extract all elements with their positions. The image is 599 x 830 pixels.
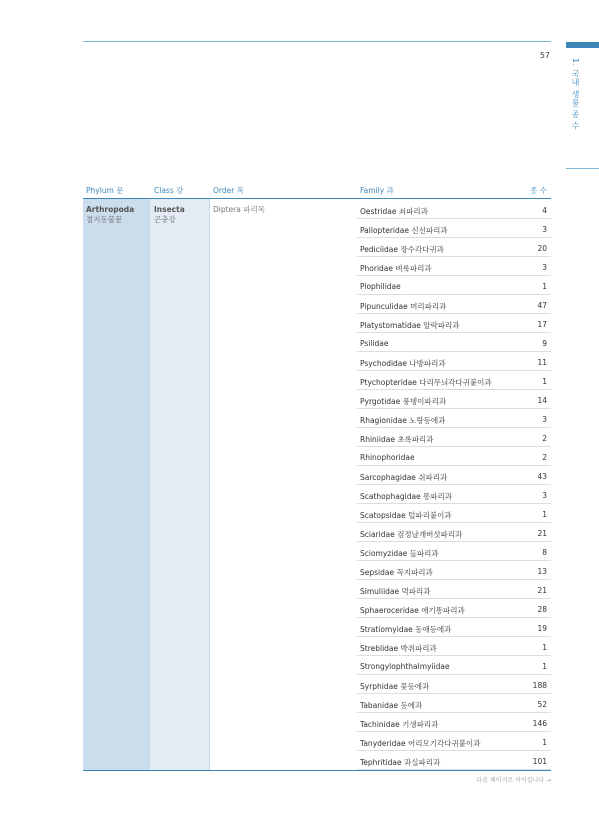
bottom-rule bbox=[83, 770, 551, 771]
table-row bbox=[357, 295, 551, 314]
family-name: Sciaridae 검정날개버섯파리과 bbox=[360, 530, 463, 539]
table-row bbox=[357, 276, 551, 295]
table-row bbox=[357, 504, 551, 523]
header-phylum: Phylum 문 bbox=[86, 186, 124, 195]
top-rule bbox=[83, 41, 551, 42]
section-label: 1. 국내 생물 종 수 bbox=[571, 58, 580, 130]
phylum-cell bbox=[86, 205, 134, 225]
family-name: Pyrgotidae 풍뎅이파리과 bbox=[360, 397, 447, 406]
family-name: Tanyderidae 어리모기각다귀붙이과 bbox=[360, 739, 481, 748]
species-count: 1 bbox=[542, 738, 547, 747]
table-row bbox=[357, 713, 551, 732]
table-row bbox=[357, 694, 551, 713]
header-class: Class 강 bbox=[154, 186, 184, 195]
species-count: 11 bbox=[537, 358, 547, 367]
species-count: 2 bbox=[542, 434, 547, 443]
species-count: 14 bbox=[537, 396, 547, 405]
section-tab bbox=[566, 42, 599, 48]
table-row bbox=[357, 371, 551, 390]
order-divider bbox=[209, 199, 210, 771]
species-count: 3 bbox=[542, 415, 547, 424]
species-count: 13 bbox=[537, 567, 547, 576]
family-name: Piophilidae bbox=[360, 282, 401, 291]
side-rule bbox=[566, 168, 599, 169]
table-row bbox=[357, 751, 551, 770]
table-row bbox=[357, 257, 551, 276]
table-row bbox=[357, 599, 551, 618]
family-name: Phoridae 벼룩파리과 bbox=[360, 264, 432, 273]
table-row bbox=[357, 542, 551, 561]
species-count: 43 bbox=[537, 472, 547, 481]
family-name: Pallopteridae 신선파리과 bbox=[360, 226, 448, 235]
family-name: Scathophagidae 똥파리과 bbox=[360, 492, 453, 501]
table-row bbox=[357, 580, 551, 599]
species-count: 101 bbox=[532, 757, 547, 766]
header-order: Order 목 bbox=[213, 186, 244, 195]
table-row bbox=[357, 675, 551, 694]
species-count: 1 bbox=[542, 282, 547, 291]
family-name: Ptychopteridae 다리무늬각다귀붙이과 bbox=[360, 378, 492, 387]
phylum-column bbox=[83, 199, 150, 771]
family-name: Platystomatidae 알락파리과 bbox=[360, 321, 460, 330]
family-name: Simuliidae 먹파리과 bbox=[360, 587, 431, 596]
table-row bbox=[357, 466, 551, 485]
family-name: Rhinophoridae bbox=[360, 453, 415, 462]
family-name: Sciomyzidae 들파리과 bbox=[360, 549, 439, 558]
table-row bbox=[357, 428, 551, 447]
species-count: 1 bbox=[542, 377, 547, 386]
family-name: Pediciidae 장수각다귀과 bbox=[360, 245, 444, 254]
table-row bbox=[357, 333, 551, 352]
family-name: Rhiniidae 초록파리과 bbox=[360, 435, 434, 444]
species-count: 17 bbox=[537, 320, 547, 329]
table-row bbox=[357, 561, 551, 580]
family-name: Sarcophagidae 쉬파리과 bbox=[360, 473, 448, 482]
species-count: 3 bbox=[542, 225, 547, 234]
species-count: 1 bbox=[542, 643, 547, 652]
species-count: 3 bbox=[542, 491, 547, 500]
species-count: 8 bbox=[542, 548, 547, 557]
species-count: 4 bbox=[542, 206, 547, 215]
class-cell bbox=[154, 205, 185, 225]
family-name: Psychodidae 나방파리과 bbox=[360, 359, 446, 368]
family-name: Psilidae bbox=[360, 339, 389, 348]
family-name: Stratiomyidae 동애등에과 bbox=[360, 625, 452, 634]
continued-note: 다음 페이지로 이어집니다 → bbox=[476, 777, 551, 784]
family-name: Scatopsidae 털파리붙이과 bbox=[360, 511, 452, 520]
family-name: Rhagionidae 노랑등에과 bbox=[360, 416, 446, 425]
species-count: 20 bbox=[537, 244, 547, 253]
species-count: 3 bbox=[542, 263, 547, 272]
family-name: Tabanidae 등에과 bbox=[360, 701, 423, 710]
species-count: 52 bbox=[537, 700, 547, 709]
species-count: 146 bbox=[532, 719, 547, 728]
species-count: 47 bbox=[537, 301, 547, 310]
species-count: 2 bbox=[542, 453, 547, 462]
table-row bbox=[357, 656, 551, 675]
table-row bbox=[357, 409, 551, 428]
species-count: 1 bbox=[542, 510, 547, 519]
family-name: Pipunculidae 머리파리과 bbox=[360, 302, 447, 311]
header-family: Family 과 bbox=[360, 186, 394, 195]
phylum-en: Arthropoda bbox=[86, 205, 135, 214]
species-count: 19 bbox=[537, 624, 547, 633]
species-count: 188 bbox=[532, 681, 547, 690]
family-name: Syrphidae 꽃등에과 bbox=[360, 682, 430, 691]
family-name: Tachinidae 기생파리과 bbox=[360, 720, 439, 729]
family-name: Strongylophthalmyiidae bbox=[360, 662, 450, 671]
class-ko: 곤충강 bbox=[154, 215, 176, 224]
table-row bbox=[357, 352, 551, 371]
family-name: Oestridae 쇠파리과 bbox=[360, 207, 428, 216]
table-row bbox=[357, 238, 551, 257]
table-row bbox=[357, 314, 551, 333]
family-name: Tephritidae 과실파리과 bbox=[360, 758, 441, 767]
page-number: 57 bbox=[539, 51, 550, 60]
phylum-ko: 절지동물문 bbox=[86, 215, 123, 224]
species-count: 21 bbox=[537, 586, 547, 595]
class-column bbox=[150, 199, 209, 771]
class-en: Insecta bbox=[154, 205, 185, 214]
table-row bbox=[357, 219, 551, 238]
order-cell: Diptera 파리목 bbox=[213, 205, 265, 214]
species-count: 1 bbox=[542, 662, 547, 671]
species-count: 9 bbox=[542, 339, 547, 348]
table-row bbox=[357, 523, 551, 542]
table-row bbox=[357, 732, 551, 751]
species-count: 21 bbox=[537, 529, 547, 538]
family-name: Sphaeroceridae 애기똥파리과 bbox=[360, 606, 465, 615]
table-row bbox=[357, 618, 551, 637]
table-row bbox=[357, 447, 551, 466]
family-name: Streblidae 박쥐파리과 bbox=[360, 644, 437, 653]
table-row bbox=[357, 200, 551, 219]
family-name: Sepsidae 꼭지파리과 bbox=[360, 568, 433, 577]
table-row bbox=[357, 390, 551, 409]
header-count: 종 수 bbox=[530, 186, 547, 195]
table-row bbox=[357, 637, 551, 656]
species-count: 28 bbox=[537, 605, 547, 614]
table-row bbox=[357, 485, 551, 504]
